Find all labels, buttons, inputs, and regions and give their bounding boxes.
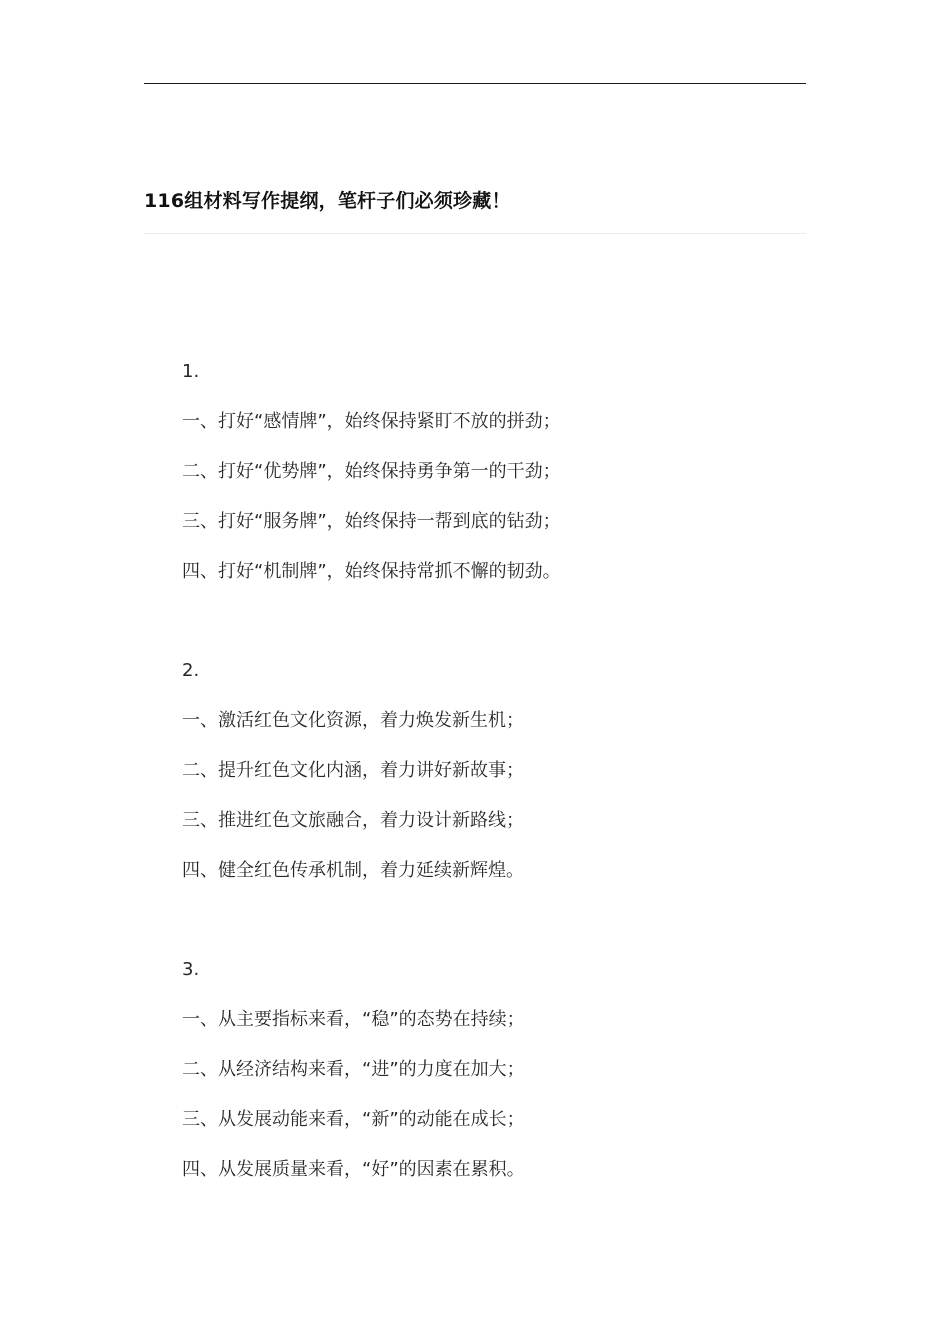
list-item: 四、打好“机制牌”，始终保持常抓不懈的韧劲。 — [182, 561, 561, 582]
list-item: 四、健全红色传承机制，着力延续新辉煌。 — [182, 860, 524, 881]
header-divider — [144, 83, 806, 84]
title-divider — [144, 233, 806, 234]
list-item: 二、从经济结构来看，“进”的力度在加大； — [182, 1059, 525, 1080]
list-item: 三、从发展动能来看，“新”的动能在成长； — [182, 1109, 525, 1130]
list-item: 一、激活红色文化资源，着力焕发新生机； — [182, 710, 524, 731]
list-item: 三、打好“服务牌”，始终保持一帮到底的钻劲； — [182, 511, 561, 532]
list-item: 一、从主要指标来看，“稳”的态势在持续； — [182, 1009, 525, 1030]
document-title: 116组材料写作提纲，笔杆子们必须珍藏！ — [144, 190, 511, 212]
list-item: 三、推进红色文旅融合，着力设计新路线； — [182, 810, 524, 831]
list-item: 二、提升红色文化内涵，着力讲好新故事； — [182, 760, 524, 781]
list-item: 一、打好“感情牌”，始终保持紧盯不放的拼劲； — [182, 411, 561, 432]
list-item: 二、打好“优势牌”，始终保持勇争第一的干劲； — [182, 461, 561, 482]
section-number: 1. — [182, 361, 200, 382]
section-number: 3. — [182, 959, 200, 980]
list-item: 四、从发展质量来看，“好”的因素在累积。 — [182, 1159, 525, 1180]
section-number: 2. — [182, 660, 200, 681]
